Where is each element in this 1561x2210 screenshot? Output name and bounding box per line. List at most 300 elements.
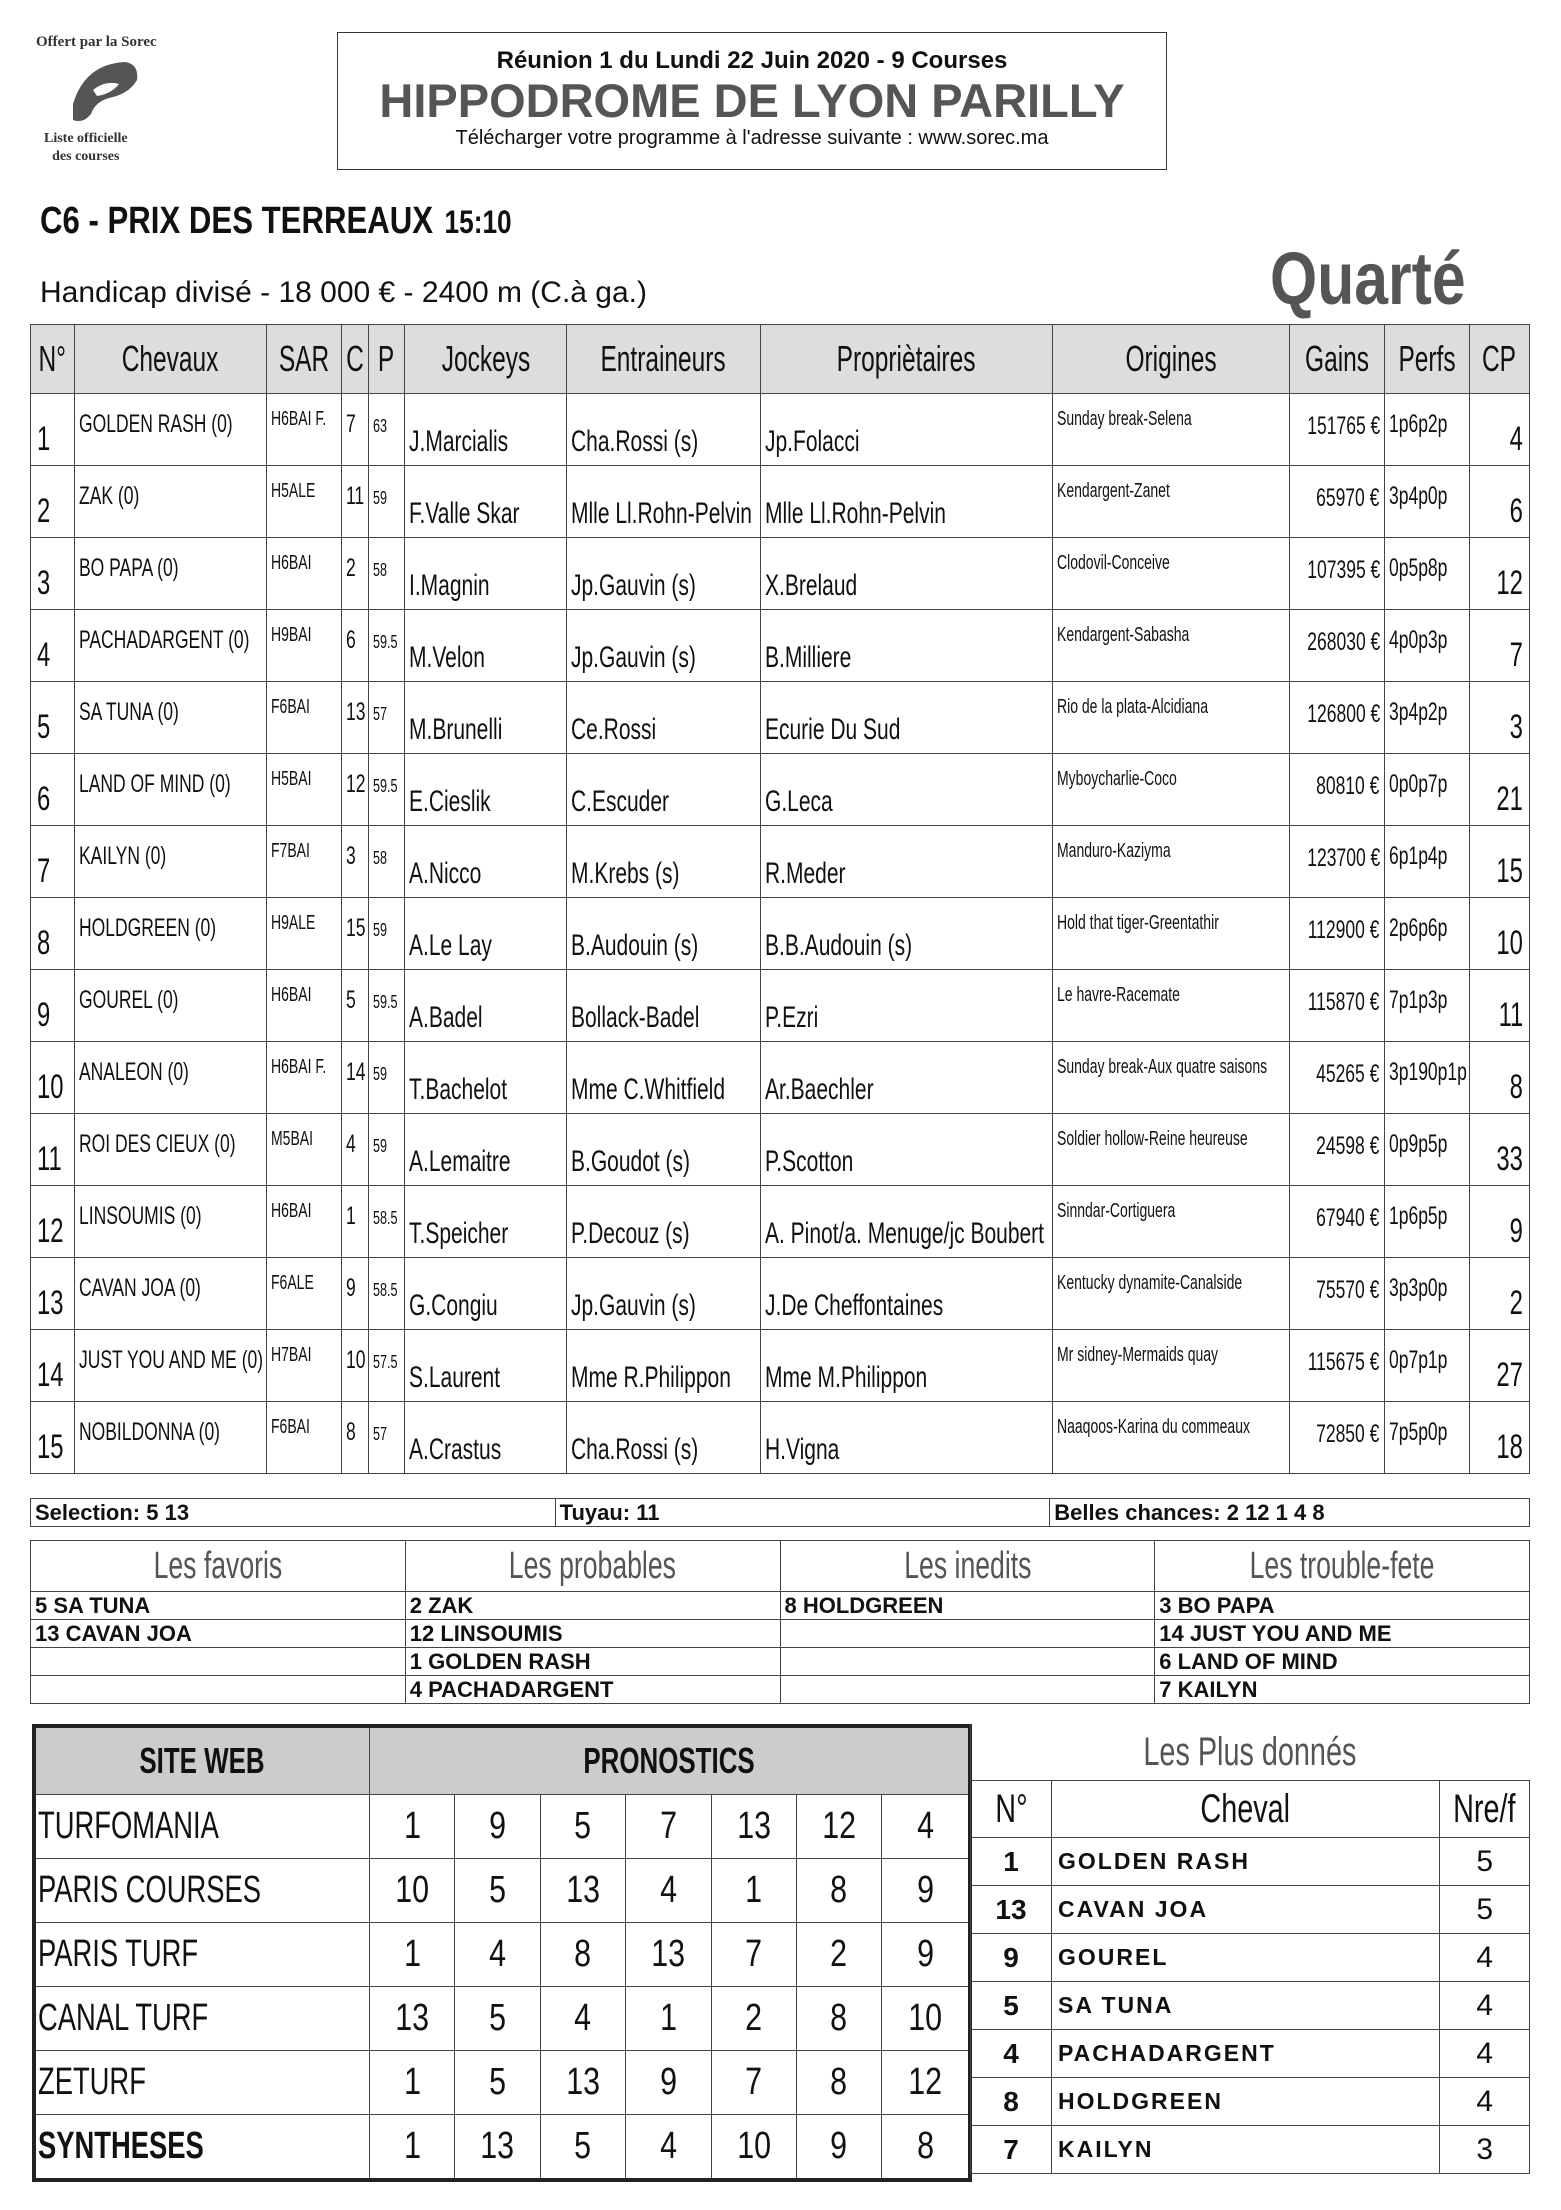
weight: 58 xyxy=(372,560,387,580)
plus-donnes-horse: PACHADARGENT xyxy=(1052,2030,1440,2078)
pick-cell: 2 xyxy=(711,1987,796,2051)
draw: 7 xyxy=(345,410,356,438)
trainer-cell xyxy=(566,394,760,466)
perfs: 0p7p1p xyxy=(1388,1346,1448,1374)
plus-donnes-number: 13 xyxy=(971,1886,1052,1934)
group-row xyxy=(31,1592,1530,1620)
weight-cell xyxy=(368,682,405,754)
sar: H7BAI xyxy=(270,1344,311,1366)
jockey: T.Bachelot xyxy=(409,1073,508,1106)
trainer-cell xyxy=(566,1330,760,1402)
sar-cell xyxy=(266,682,341,754)
trainer: Cha.Rossi (s) xyxy=(570,425,699,458)
runner-number-cell xyxy=(31,610,75,682)
draw-cell xyxy=(341,826,368,898)
weight-cell xyxy=(368,898,405,970)
trainer: Cha.Rossi (s) xyxy=(570,1433,699,1466)
origin: Myboycharlie-Coco xyxy=(1056,768,1177,790)
runner-number: 12 xyxy=(37,1212,64,1250)
draw: 12 xyxy=(345,770,366,798)
origin: Soldier hollow-Reine heureuse xyxy=(1056,1128,1248,1150)
pick-cell: 12 xyxy=(882,2051,970,2115)
cote-probable: 6 xyxy=(1509,492,1523,530)
group-entry: 3 BO PAPA xyxy=(1155,1592,1530,1620)
origin-cell xyxy=(1052,1258,1289,1330)
group-entry: 5 SA TUNA xyxy=(31,1592,406,1620)
sorec-logo xyxy=(30,30,180,170)
runner-number: 3 xyxy=(37,564,51,602)
plus-donnes-horse: CAVAN JOA xyxy=(1052,1886,1440,1934)
trainer-cell xyxy=(566,898,760,970)
weight: 59 xyxy=(372,488,387,508)
gains-cell xyxy=(1289,394,1384,466)
owner: Mme M.Philippon xyxy=(765,1361,928,1394)
plus-donnes-col-header: Cheval xyxy=(1052,1781,1440,1838)
sar: H6BAI xyxy=(270,552,311,574)
jockey-cell xyxy=(405,538,567,610)
trainer: Mme R.Philippon xyxy=(570,1361,731,1394)
runner-number-cell xyxy=(31,466,75,538)
group-row xyxy=(31,1676,1530,1704)
plus-donnes-row xyxy=(971,1838,1530,1886)
pick-cell: 7 xyxy=(711,2051,796,2115)
runners-table xyxy=(30,324,1530,1474)
jockey-cell xyxy=(405,1042,567,1114)
cote-probable: 7 xyxy=(1509,636,1523,674)
pick-cell: 4 xyxy=(540,1987,625,2051)
column-header: N° xyxy=(31,325,75,394)
gains: 107395 € xyxy=(1306,556,1380,584)
owner-cell xyxy=(761,610,1053,682)
jockey: E.Cieslik xyxy=(409,785,491,818)
owner: Ar.Baechler xyxy=(765,1073,874,1106)
gains: 65970 € xyxy=(1316,484,1380,512)
sar-cell xyxy=(266,1042,341,1114)
gains: 268030 € xyxy=(1306,628,1380,656)
perfs: 4p0p3p xyxy=(1388,626,1448,654)
pick-cell: 1 xyxy=(370,1923,455,1987)
jockey: M.Brunelli xyxy=(409,713,503,746)
perfs: 3p4p2p xyxy=(1388,698,1448,726)
runner-number-cell xyxy=(31,1114,75,1186)
runner-number: 9 xyxy=(37,996,51,1034)
draw: 4 xyxy=(345,1130,356,1158)
owner-cell xyxy=(761,1114,1053,1186)
sar: F6BAI xyxy=(270,1416,310,1438)
pronostic-row xyxy=(34,1795,970,1859)
jockey: A.Le Lay xyxy=(409,929,493,962)
group-entry xyxy=(780,1648,1155,1676)
trainer: Jp.Gauvin (s) xyxy=(570,1289,696,1322)
plus-donnes-horse: GOUREL xyxy=(1052,1934,1440,1982)
plus-donnes-col-header: N° xyxy=(971,1781,1052,1838)
origin-cell xyxy=(1052,1330,1289,1402)
plus-donnes-row xyxy=(971,1982,1530,2030)
horse-name: GOLDEN RASH (0) xyxy=(78,410,233,438)
horse-name: GOUREL (0) xyxy=(78,986,179,1014)
weight-cell xyxy=(368,1042,405,1114)
owner-cell xyxy=(761,682,1053,754)
origin-cell xyxy=(1052,682,1289,754)
horse-name: NOBILDONNA (0) xyxy=(78,1418,220,1446)
horse-name: JUST YOU AND ME (0) xyxy=(78,1346,263,1374)
horse-name: HOLDGREEN (0) xyxy=(78,914,216,942)
draw: 14 xyxy=(345,1058,366,1086)
plus-donnes-count: 4 xyxy=(1440,2030,1530,2078)
horse-name: CAVAN JOA (0) xyxy=(78,1274,201,1302)
plus-donnes-number: 8 xyxy=(971,2078,1052,2126)
origin: Hold that tiger-Greentathir xyxy=(1056,912,1219,934)
draw: 9 xyxy=(345,1274,356,1302)
owner: A. Pinot/a. Menuge/jc Boubert xyxy=(765,1217,1045,1250)
perfs-cell xyxy=(1384,1114,1469,1186)
column-header: Propriètaires xyxy=(761,325,1053,394)
trainer: C.Escuder xyxy=(570,785,670,818)
jockey-cell xyxy=(405,1114,567,1186)
cote-probable: 33 xyxy=(1496,1140,1523,1178)
origin: Sunday break-Selena xyxy=(1056,408,1192,430)
perfs-cell xyxy=(1384,1330,1469,1402)
table-row xyxy=(31,1330,1530,1402)
weight: 58 xyxy=(372,848,387,868)
cote-probable-cell xyxy=(1469,1330,1529,1402)
site-name: PARIS TURF xyxy=(34,1923,370,1987)
pick-cell: 4 xyxy=(626,2115,711,2181)
pick-cell: 13 xyxy=(370,1987,455,2051)
draw-cell xyxy=(341,538,368,610)
perfs-cell xyxy=(1384,610,1469,682)
table-row xyxy=(31,1186,1530,1258)
plus-donnes-horse: HOLDGREEN xyxy=(1052,2078,1440,2126)
sar: H5BAI xyxy=(270,768,311,790)
jockey-cell xyxy=(405,970,567,1042)
jockey: M.Velon xyxy=(409,641,486,674)
group-entry xyxy=(31,1648,406,1676)
pronostic-row xyxy=(34,2051,970,2115)
pick-cell: 8 xyxy=(796,2051,881,2115)
trainer-cell xyxy=(566,610,760,682)
cote-probable-cell xyxy=(1469,1258,1529,1330)
pick-cell: 13 xyxy=(455,2115,540,2181)
sar: H5ALE xyxy=(270,480,315,502)
venue-title: HIPPODROME DE LYON PARILLY xyxy=(379,74,1125,127)
table-row xyxy=(31,754,1530,826)
gains-cell xyxy=(1289,754,1384,826)
weight: 57.5 xyxy=(372,1352,398,1372)
origin: Rio de la plata-Alcidiana xyxy=(1056,696,1208,718)
draw: 10 xyxy=(345,1346,366,1374)
origin: Le havre-Racemate xyxy=(1056,984,1180,1006)
horse-head-icon xyxy=(65,54,145,130)
cote-probable-cell xyxy=(1469,1114,1529,1186)
pick-cell: 4 xyxy=(455,1923,540,1987)
site-web-header: SITE WEB xyxy=(34,1726,370,1795)
owner-cell xyxy=(761,394,1053,466)
pronostics-table xyxy=(32,1724,972,2182)
jockey-cell xyxy=(405,1402,567,1474)
owner: G.Leca xyxy=(765,785,833,818)
trainer: Jp.Gauvin (s) xyxy=(570,641,696,674)
pronostics-header: PRONOSTICS xyxy=(370,1726,971,1795)
weight: 58.5 xyxy=(372,1208,398,1228)
owner: P.Scotton xyxy=(765,1145,854,1178)
draw: 5 xyxy=(345,986,356,1014)
race-name: C6 - PRIX DES TERREAUX xyxy=(40,200,434,242)
cote-probable-cell xyxy=(1469,898,1529,970)
trainer: B.Audouin (s) xyxy=(570,929,699,962)
group-entry: 8 HOLDGREEN xyxy=(780,1592,1155,1620)
trainer: B.Goudot (s) xyxy=(570,1145,691,1178)
plus-donnes-row xyxy=(971,1886,1530,1934)
runner-number: 1 xyxy=(37,420,51,458)
gains-cell xyxy=(1289,682,1384,754)
plus-donnes-count: 4 xyxy=(1440,1982,1530,2030)
owner-cell xyxy=(761,1402,1053,1474)
sar-cell xyxy=(266,466,341,538)
runner-number: 8 xyxy=(37,924,51,962)
weight: 59.5 xyxy=(372,632,398,652)
perfs: 6p1p4p xyxy=(1388,842,1448,870)
draw: 2 xyxy=(345,554,356,582)
download-note: Télécharger votre programme à l'adresse suivante : www.sorec.ma xyxy=(455,127,1049,149)
gains: 112900 € xyxy=(1308,916,1380,944)
sar: F6ALE xyxy=(270,1272,314,1294)
perfs-cell xyxy=(1384,466,1469,538)
table-row xyxy=(31,538,1530,610)
table-row xyxy=(31,826,1530,898)
trainer-cell xyxy=(566,754,760,826)
owner-cell xyxy=(761,1258,1053,1330)
race-time: 15:10 xyxy=(444,204,512,240)
runner-number-cell xyxy=(31,394,75,466)
trainer-cell xyxy=(566,1258,760,1330)
runner-number: 10 xyxy=(37,1068,64,1106)
race-subtitle: Handicap divisé - 18 000 € - 2400 m (C.à ga.) xyxy=(40,276,647,309)
weight: 57 xyxy=(372,704,387,724)
runner-number: 13 xyxy=(37,1284,64,1322)
draw: 15 xyxy=(345,914,366,942)
owner: P.Ezri xyxy=(765,1001,819,1034)
group-entry: 14 JUST YOU AND ME xyxy=(1155,1620,1530,1648)
trainer: Bollack-Badel xyxy=(570,1001,700,1034)
sar-cell xyxy=(266,754,341,826)
owner-cell xyxy=(761,1186,1053,1258)
owner: Mlle Ll.Rohn-Pelvin xyxy=(765,497,946,530)
gains-cell xyxy=(1289,538,1384,610)
horse-name: LAND OF MIND (0) xyxy=(78,770,231,798)
plus-donnes-row xyxy=(971,1934,1530,1982)
owner: H.Vigna xyxy=(765,1433,840,1466)
gains-cell xyxy=(1289,898,1384,970)
table-row xyxy=(31,394,1530,466)
table-row xyxy=(31,1042,1530,1114)
runner-number: 14 xyxy=(37,1356,64,1394)
draw-cell xyxy=(341,1402,368,1474)
gains: 115675 € xyxy=(1308,1348,1380,1376)
plus-donnes-number: 5 xyxy=(971,1982,1052,2030)
group-header: Les trouble-fete xyxy=(1155,1541,1530,1592)
pick-cell: 5 xyxy=(455,1859,540,1923)
plus-donnes-count: 5 xyxy=(1440,1838,1530,1886)
plus-donnes-row xyxy=(971,2030,1530,2078)
pick-cell: 7 xyxy=(711,1923,796,1987)
gains: 67940 € xyxy=(1316,1204,1380,1232)
pronostic-row xyxy=(34,1923,970,1987)
cote-probable: 4 xyxy=(1509,420,1523,458)
column-header: CP xyxy=(1469,325,1529,394)
cote-probable-cell xyxy=(1469,394,1529,466)
draw: 1 xyxy=(345,1202,356,1230)
gains: 24598 € xyxy=(1316,1132,1380,1160)
group-row xyxy=(31,1620,1530,1648)
pick-cell: 13 xyxy=(626,1923,711,1987)
logo-bottom-text xyxy=(44,130,128,166)
group-entry: 6 LAND OF MIND xyxy=(1155,1648,1530,1676)
origin-cell xyxy=(1052,466,1289,538)
cote-probable: 10 xyxy=(1496,924,1523,962)
owner-cell xyxy=(761,1330,1053,1402)
meeting-header xyxy=(337,32,1167,170)
group-entry xyxy=(31,1676,406,1704)
weight: 59 xyxy=(372,1064,387,1084)
weight-cell xyxy=(368,754,405,826)
plus-donnes-count: 4 xyxy=(1440,2078,1530,2126)
plus-donnes-number: 7 xyxy=(971,2126,1052,2174)
sar: H6BAI F. xyxy=(270,1056,326,1078)
gains-cell xyxy=(1289,1186,1384,1258)
group-header: Les favoris xyxy=(31,1541,406,1592)
jockey: G.Congiu xyxy=(409,1289,499,1322)
cote-probable-cell xyxy=(1469,538,1529,610)
runner-number: 2 xyxy=(37,492,51,530)
origin: Sunday break-Aux quatre saisons xyxy=(1056,1056,1267,1078)
weight-cell xyxy=(368,466,405,538)
gains: 75570 € xyxy=(1316,1276,1380,1304)
horse-name-cell xyxy=(74,1402,266,1474)
runner-number: 6 xyxy=(37,780,51,818)
table-row xyxy=(31,970,1530,1042)
owner: J.De Cheffontaines xyxy=(765,1289,944,1322)
sar-cell xyxy=(266,394,341,466)
cote-probable: 12 xyxy=(1496,564,1523,602)
belles-chances-cell: Belles chances: 2 12 1 4 8 xyxy=(1050,1499,1530,1527)
horse-name-cell xyxy=(74,466,266,538)
trainer-cell xyxy=(566,1186,760,1258)
site-name: TURFOMANIA xyxy=(34,1795,370,1859)
origin-cell xyxy=(1052,538,1289,610)
table-row xyxy=(31,1258,1530,1330)
jockey-cell xyxy=(405,610,567,682)
gains-cell xyxy=(1289,1258,1384,1330)
weight-cell xyxy=(368,1114,405,1186)
owner-cell xyxy=(761,754,1053,826)
owner-cell xyxy=(761,898,1053,970)
horse-name-cell xyxy=(74,1258,266,1330)
jockey: T.Speicher xyxy=(409,1217,509,1250)
pick-cell: 5 xyxy=(540,1795,625,1859)
pick-cell: 10 xyxy=(370,1859,455,1923)
perfs: 3p3p0p xyxy=(1388,1274,1448,1302)
gains: 45265 € xyxy=(1316,1060,1380,1088)
sar-cell xyxy=(266,826,341,898)
weight-cell xyxy=(368,970,405,1042)
weight-cell xyxy=(368,610,405,682)
gains-cell xyxy=(1289,970,1384,1042)
sar-cell xyxy=(266,1258,341,1330)
plus-donnes-number: 1 xyxy=(971,1838,1052,1886)
draw-cell xyxy=(341,898,368,970)
owner: Jp.Folacci xyxy=(765,425,860,458)
column-header: Chevaux xyxy=(74,325,266,394)
pick-cell: 8 xyxy=(796,1987,881,2051)
origin: Sinndar-Cortiguera xyxy=(1056,1200,1176,1222)
horse-name-cell xyxy=(74,1114,266,1186)
gains: 151765 € xyxy=(1306,412,1380,440)
perfs-cell xyxy=(1384,970,1469,1042)
gains: 126800 € xyxy=(1306,700,1380,728)
perfs-cell xyxy=(1384,1186,1469,1258)
perfs-cell xyxy=(1384,754,1469,826)
origin: Mr sidney-Mermaids quay xyxy=(1056,1344,1218,1366)
jockey: F.Valle Skar xyxy=(409,497,520,530)
sar: F6BAI xyxy=(270,696,310,718)
horse-name-cell xyxy=(74,1042,266,1114)
meeting-info: Réunion 1 du Lundi 22 Juin 2020 - 9 Courses xyxy=(496,47,1008,74)
origin-cell xyxy=(1052,826,1289,898)
pick-cell: 7 xyxy=(626,1795,711,1859)
draw-cell xyxy=(341,1042,368,1114)
pick-cell: 8 xyxy=(796,1859,881,1923)
horse-name-cell xyxy=(74,898,266,970)
table-row xyxy=(31,1114,1530,1186)
sar-cell xyxy=(266,1330,341,1402)
pick-cell: 1 xyxy=(626,1987,711,2051)
owner: B.Milliere xyxy=(765,641,852,674)
horse-name-cell xyxy=(74,970,266,1042)
owner: B.B.Audouin (s) xyxy=(765,929,913,962)
owner-cell xyxy=(761,970,1053,1042)
cote-probable: 15 xyxy=(1496,852,1523,890)
weight: 59.5 xyxy=(372,776,398,796)
pick-cell: 5 xyxy=(540,2115,625,2181)
trainer-cell xyxy=(566,1402,760,1474)
perfs-cell xyxy=(1384,1042,1469,1114)
horse-name: LINSOUMIS (0) xyxy=(78,1202,202,1230)
origin: Naaqoos-Karina du commeaux xyxy=(1056,1416,1250,1438)
jockey-cell xyxy=(405,466,567,538)
horse-name-cell xyxy=(74,1186,266,1258)
draw-cell xyxy=(341,1114,368,1186)
pick-cell: 4 xyxy=(626,1859,711,1923)
perfs-cell xyxy=(1384,682,1469,754)
draw: 6 xyxy=(345,626,356,654)
site-name: ZETURF xyxy=(34,2051,370,2115)
plus-donnes-horse: KAILYN xyxy=(1052,2126,1440,2174)
group-entry: 4 PACHADARGENT xyxy=(405,1676,780,1704)
sar-cell xyxy=(266,898,341,970)
pronostic-row xyxy=(34,1987,970,2051)
trainer-cell xyxy=(566,1042,760,1114)
jockey-cell xyxy=(405,1330,567,1402)
pick-cell: 8 xyxy=(882,2115,970,2181)
cote-probable: 27 xyxy=(1496,1356,1523,1394)
horse-name: SA TUNA (0) xyxy=(78,698,179,726)
origin-cell xyxy=(1052,394,1289,466)
origin-cell xyxy=(1052,970,1289,1042)
horse-name-cell xyxy=(74,538,266,610)
perfs-cell xyxy=(1384,394,1469,466)
group-entry: 1 GOLDEN RASH xyxy=(405,1648,780,1676)
